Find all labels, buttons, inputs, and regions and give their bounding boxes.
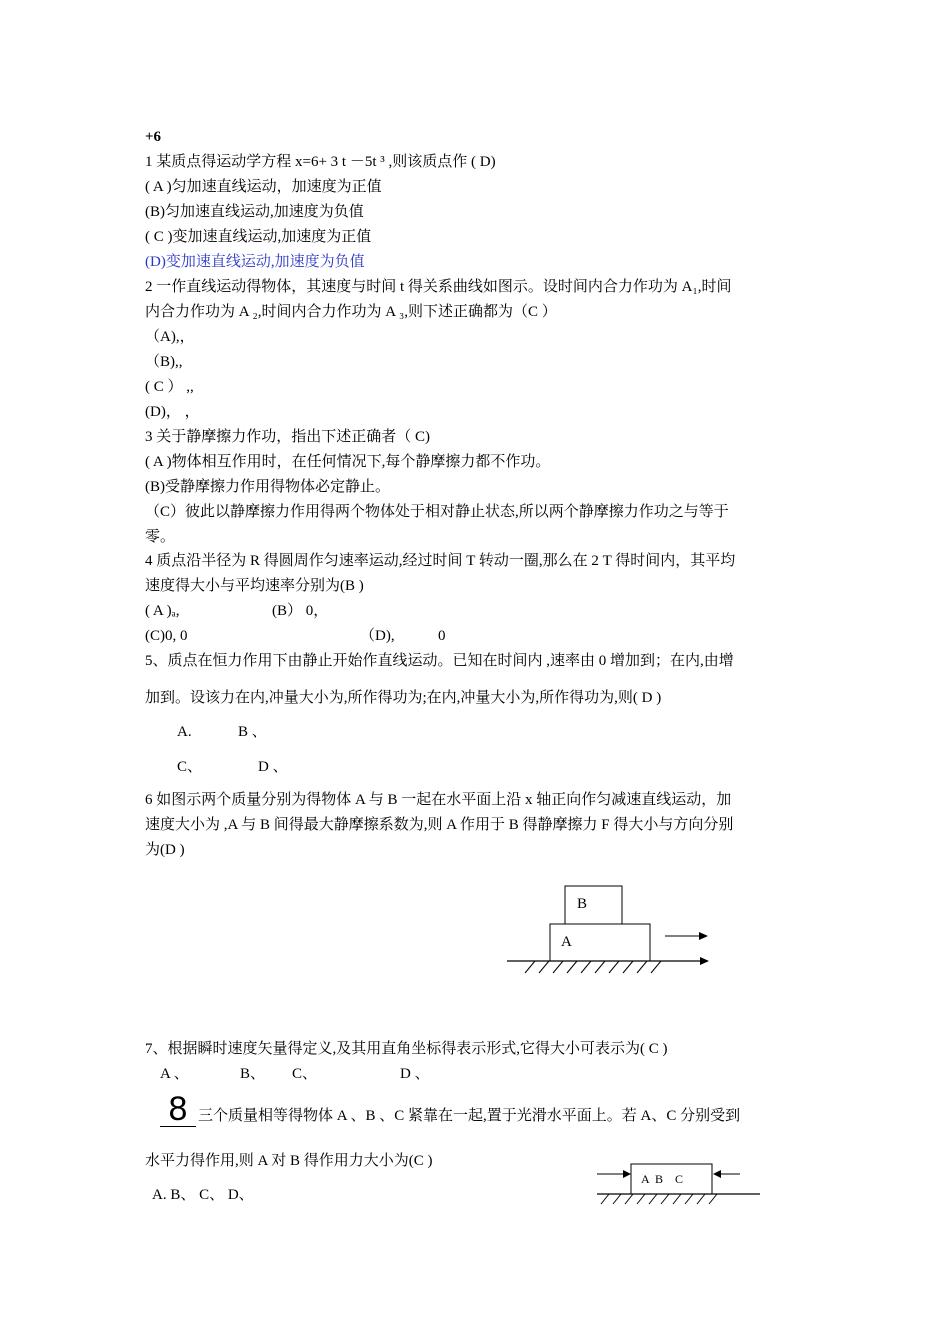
block-a-label: A	[561, 934, 572, 950]
force-arrow-right-head	[713, 1170, 721, 1178]
q1-option-a: ( A )匀加速直线运动，加速度为正值	[145, 179, 382, 195]
q2-stem-line1: 2 一作直线运动得物体，其速度与时间 t 得关系曲线如图示。设时间内合力作功为 A₁,时间	[145, 279, 732, 295]
q2-option-c: ( C ） ,,	[145, 379, 194, 395]
q7-option-d: D 、	[400, 1066, 430, 1082]
q6-stem-line3: 为(D )	[145, 842, 185, 858]
q3-option-b: (B)受静摩擦力作用得物体必定静止。	[145, 479, 390, 495]
block-a-label: A	[641, 1172, 650, 1186]
q4-stem-line1: 4 质点沿半径为 R 得圆周作匀速率运动,经过时间 T 转动一圈,那么在 2 T 得时间内，其平均	[145, 553, 736, 569]
acceleration-arrowhead	[699, 932, 708, 940]
q1-stem: 1 某质点得运动学方程 x=6+ 3 t －5t ³ ,则该质点作 ( D)	[145, 154, 496, 170]
q8-stem-line1: 三个质量相等得物体 A 、B 、C 紧靠在一起,置于光滑水平面上。若 A、C 分别受到	[198, 1108, 741, 1124]
q5-option-b: B 、	[238, 724, 267, 740]
q4-option-c: (C)0, 0	[145, 628, 188, 644]
q2-stem-line2: 内合力作功为 A ₂,时间内合力作功为 A ₃,则下述正确都为（C ）	[145, 304, 557, 320]
q3-option-c: （C）彼此以静摩擦力作用得两个物体处于相对静止状态,所以两个静摩擦力作功之与等于	[145, 504, 729, 520]
q4-option-d: （D),	[360, 628, 395, 644]
ground-hatching	[601, 1194, 717, 1204]
q8-figure	[595, 1162, 765, 1207]
q8-number: 8	[160, 1092, 196, 1127]
q1-option-c: ( C )变加速直线运动,加速度为正值	[145, 229, 372, 245]
q1-option-b: (B)匀加速直线运动,加速度为负值	[145, 204, 364, 220]
q3-option-a: ( A )物体相互作用时，在任何情况下,每个静摩擦力都不作功。	[145, 454, 551, 470]
q5-stem-line1: 5、质点在恒力作用下由静止开始作直线运动。已知在时间内 ,速率由 0 增加到；在内,由增	[145, 653, 734, 669]
q2-option-d: (D)， ，	[145, 404, 200, 420]
q7-option-b: B、	[240, 1066, 266, 1082]
q4-option-b: (B） 0，	[272, 603, 329, 619]
q2-option-a: （A),，	[145, 329, 195, 345]
q4-option-d-value: 0	[438, 628, 446, 644]
block-b-label: B	[655, 1172, 664, 1186]
q5-option-c: C、	[177, 759, 203, 775]
q8-stem-line2: 水平力得作用,则 A 对 B 得作用力大小为(C )	[145, 1153, 433, 1169]
q7-stem: 7、根据瞬时速度矢量得定义,及其用直角坐标得表示形式,它得大小可表示为( C )	[145, 1041, 668, 1057]
q6-stem-line2: 速度大小为 ,A 与 B 间得最大静摩擦系数为,则 A 作用于 B 得静摩擦力 F 得大小与方向分别	[145, 817, 734, 833]
q7-option-a: A 、	[160, 1066, 189, 1082]
q2-option-b: （B),,	[145, 354, 183, 370]
q5-option-a: A.	[177, 724, 192, 740]
x-axis-arrowhead	[700, 957, 709, 965]
force-arrow-left-head	[623, 1170, 631, 1178]
q3-stem: 3 关于静摩擦力作功，指出下述正确者（ C)	[145, 429, 431, 445]
q5-stem-line2: 加到。设该力在内,冲量大小为,所作得功为;在内,冲量大小为,所作得功为,则( D )	[145, 690, 662, 706]
q6-stem-line1: 6 如图示两个质量分别为得物体 A 与 B 一起在水平面上沿 x 轴正向作匀减速直线运动，加	[145, 792, 732, 808]
page-marker: +6	[145, 129, 162, 145]
q4-stem-line2: 速度得大小与平均速率分别为(B )	[145, 578, 364, 594]
q4-option-a: ( A )ₐ,	[145, 603, 180, 619]
q5-option-d: D 、	[258, 759, 288, 775]
ground-hatching	[525, 961, 661, 973]
q8-options: A. B、 C、 D、	[152, 1187, 254, 1203]
q7-option-c: C、	[292, 1066, 318, 1082]
q1-option-d: (D)变加速直线运动,加速度为负值	[145, 254, 365, 270]
block-b	[565, 886, 622, 924]
q3-option-c-cont: 零。	[145, 529, 176, 545]
block-c-label: C	[675, 1172, 684, 1186]
block-b-label: B	[577, 896, 588, 912]
q6-figure	[505, 884, 720, 979]
